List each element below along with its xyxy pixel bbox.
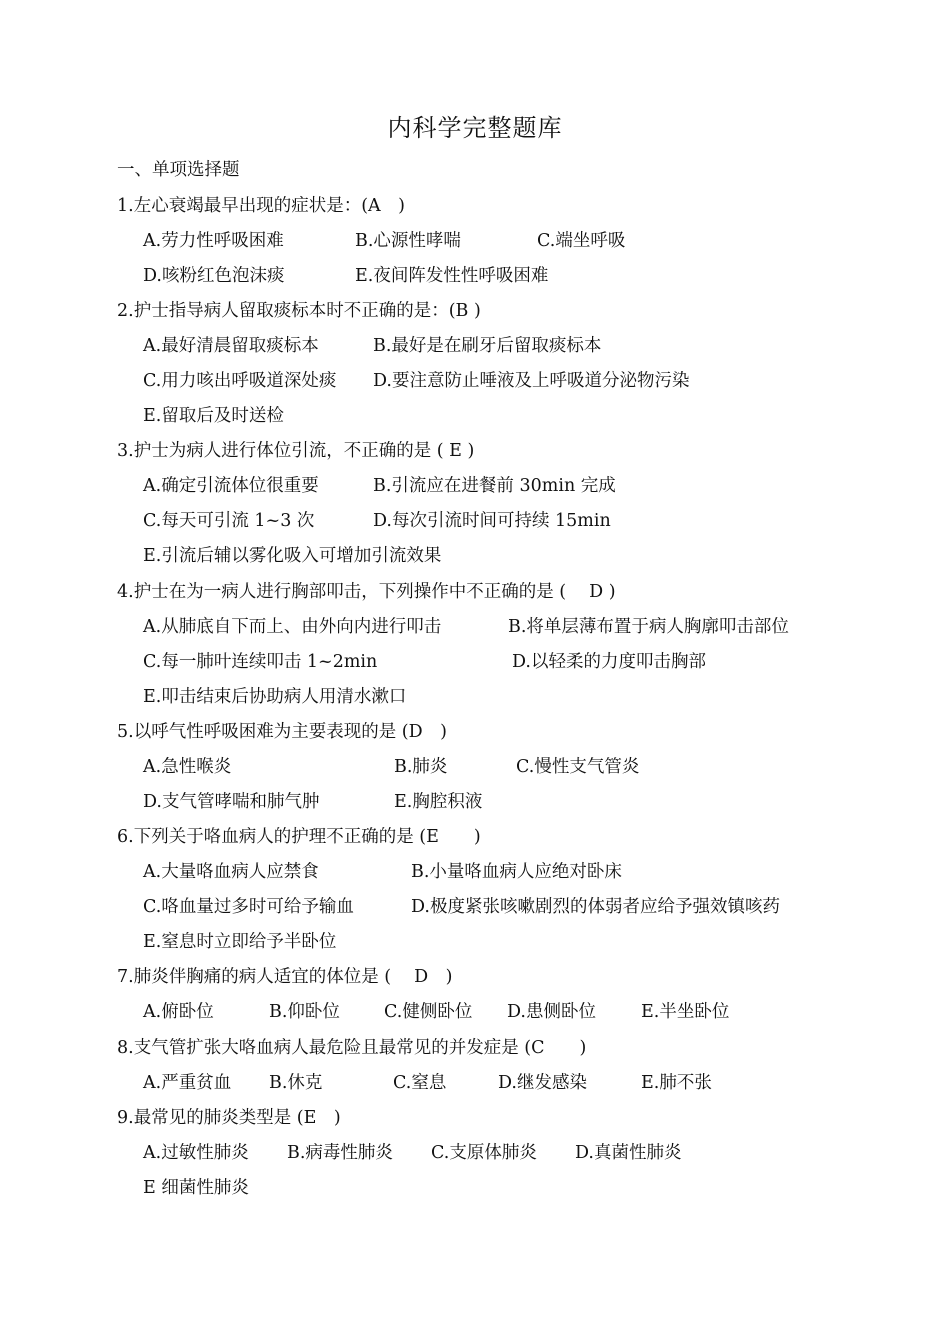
q7-option-a: A.俯卧位 [143, 1002, 214, 1022]
q1-option-c: C.端坐呼吸 [537, 231, 626, 251]
q2-option-b: B.最好是在刷牙后留取痰标本 [373, 336, 602, 356]
q8-option-c: C.窒息 [393, 1073, 447, 1093]
question-6: 6.下列关于咯血病人的护理不正确的是 (E ) [117, 827, 481, 847]
q4-option-b: B.将单层薄布置于病人胸廓叩击部位 [508, 617, 789, 637]
q9-option-c: C.支原体肺炎 [431, 1143, 537, 1163]
section-heading: 一、单项选择题 [117, 160, 240, 180]
q1-option-e: E.夜间阵发性性呼吸困难 [355, 266, 549, 286]
document-title: 内科学完整题库 [387, 114, 563, 142]
q2-option-a: A.最好清晨留取痰标本 [143, 336, 319, 356]
q2-option-d: D.要注意防止唾液及上呼吸道分泌物污染 [373, 371, 690, 391]
q4-option-d: D.以轻柔的力度叩击胸部 [512, 652, 706, 672]
q3-option-a: A.确定引流体位很重要 [143, 476, 319, 496]
q4-option-c: C.每一肺叶连续叩击 1~2min [143, 652, 378, 672]
question-1: 1.左心衰竭最早出现的症状是：(A ) [117, 196, 405, 216]
q5-option-e: E.胸腔积液 [394, 792, 483, 812]
q9-option-d: D.真菌性肺炎 [575, 1143, 682, 1163]
q8-option-b: B.休克 [269, 1073, 323, 1093]
q8-option-d: D.继发感染 [498, 1073, 587, 1093]
q4-option-a: A.从肺底自下而上、由外向内进行叩击 [143, 617, 442, 637]
q6-option-b: B.小量咯血病人应绝对卧床 [411, 862, 622, 882]
q1-option-d: D.咳粉红色泡沫痰 [143, 266, 285, 286]
q6-option-d: D.极度紧张咳嗽剧烈的体弱者应给予强效镇咳药 [411, 897, 780, 917]
q9-option-a: A.过敏性肺炎 [143, 1143, 249, 1163]
q2-option-e: E.留取后及时送检 [143, 406, 284, 426]
question-5: 5.以呼气性呼吸困难为主要表现的是 (D ) [117, 722, 447, 742]
q5-option-a: A.急性喉炎 [143, 757, 232, 777]
q3-option-c: C.每天可引流 1~3 次 [143, 511, 315, 531]
question-7: 7.肺炎伴胸痛的病人适宜的体位是 ( D ) [117, 967, 453, 987]
q6-option-a: A.大量咯血病人应禁食 [143, 862, 319, 882]
question-8: 8.支气管扩张大咯血病人最危险且最常见的并发症是 (C ) [117, 1038, 587, 1058]
question-9: 9.最常见的肺炎类型是 (E ) [117, 1108, 341, 1128]
q8-option-e: E.肺不张 [641, 1073, 712, 1093]
q2-option-c: C.用力咳出呼吸道深处痰 [143, 371, 337, 391]
q3-option-d: D.每次引流时间可持续 15min [373, 511, 611, 531]
q6-option-e: E.窒息时立即给予半卧位 [143, 932, 337, 952]
q3-option-b: B.引流应在进餐前 30min 完成 [373, 476, 616, 496]
q5-option-b: B.肺炎 [394, 757, 448, 777]
q9-option-b: B.病毒性肺炎 [287, 1143, 393, 1163]
q8-option-a: A.严重贫血 [143, 1073, 232, 1093]
q1-option-a: A.劳力性呼吸困难 [143, 231, 284, 251]
q5-option-c: C.慢性支气管炎 [516, 757, 640, 777]
q7-option-b: B.仰卧位 [269, 1002, 340, 1022]
q7-option-d: D.患侧卧位 [507, 1002, 596, 1022]
question-3: 3.护士为病人进行体位引流，不正确的是 ( E ) [117, 441, 475, 461]
q7-option-c: C.健侧卧位 [384, 1002, 473, 1022]
q6-option-c: C.咯血量过多时可给予输血 [143, 897, 354, 917]
question-2: 2.护士指导病人留取痰标本时不正确的是：(B ) [117, 301, 481, 321]
question-4: 4.护士在为一病人进行胸部叩击，下列操作中不正确的是 ( D ) [117, 582, 616, 602]
q1-option-b: B.心源性哮喘 [355, 231, 461, 251]
q7-option-e: E.半坐卧位 [641, 1002, 730, 1022]
q4-option-e: E.叩击结束后协助病人用清水漱口 [143, 687, 407, 707]
q5-option-d: D.支气管哮喘和肺气肿 [143, 792, 320, 812]
q9-option-e: E 细菌性肺炎 [143, 1178, 249, 1198]
q3-option-e: E.引流后辅以雾化吸入可增加引流效果 [143, 546, 442, 566]
